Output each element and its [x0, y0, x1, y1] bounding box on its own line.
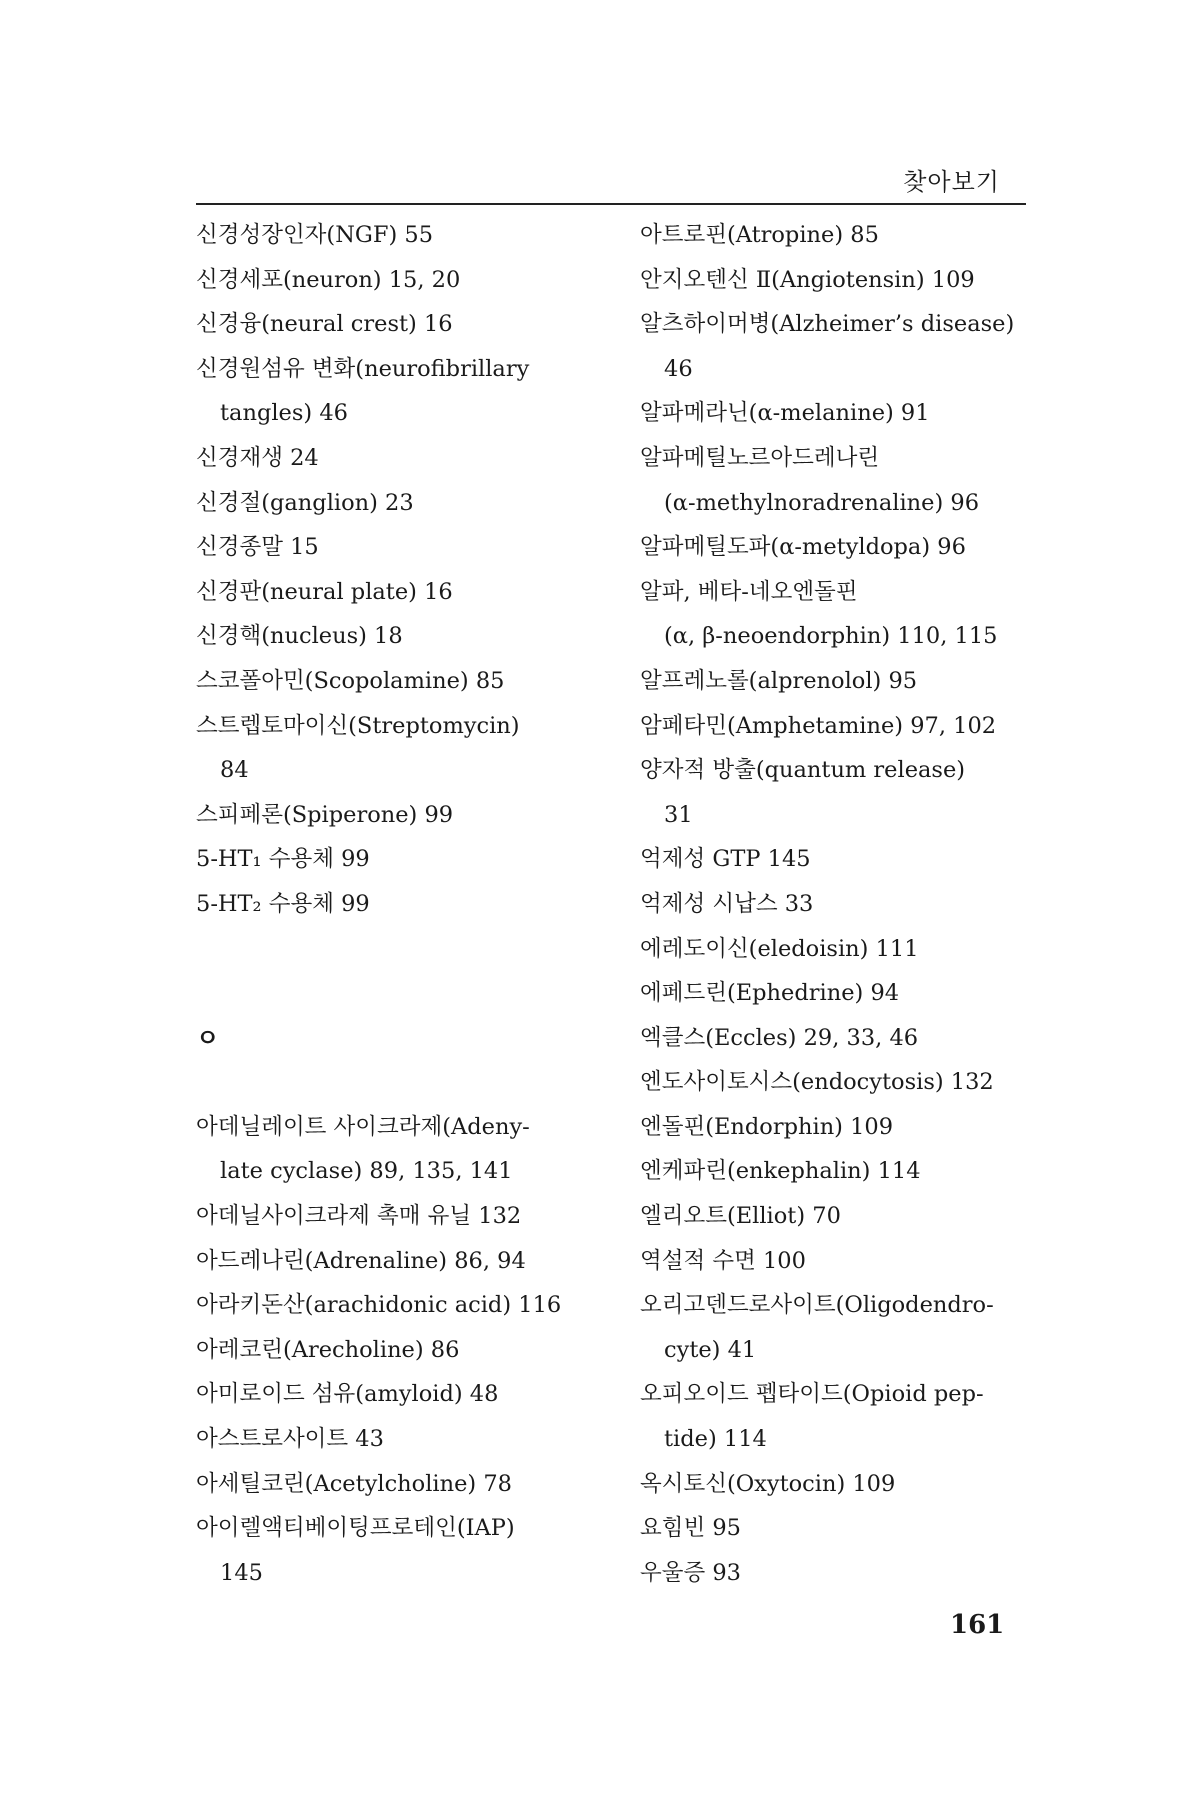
index-entry: 스트렙토마이신(Streptomycin) — [196, 712, 520, 739]
index-entry: 양자적 방출(quantum release) — [640, 757, 966, 784]
index-entry: 우울증 93 — [640, 1559, 741, 1586]
blank-line — [196, 927, 596, 972]
index-column-left — [196, 213, 596, 1595]
index-entry: 아드레나린(Adrenaline) 86, 94 — [196, 1247, 526, 1274]
index-entry: 암페타민(Amphetamine) 97, 102 — [640, 712, 997, 739]
index-entry: 오리고덴드로사이트(Oligodendro- — [640, 1292, 994, 1319]
blank-line — [196, 1060, 596, 1105]
index-entry-continuation: 84 — [220, 757, 249, 784]
page-number: 161 — [950, 1610, 1005, 1640]
index-entry: 안지오텐신 Ⅱ(Angiotensin) 109 — [640, 266, 975, 293]
index-entry: 알파메틸노르아드레나린 — [640, 444, 880, 471]
index-entry: 신경세포(neuron) 15, 20 — [196, 266, 461, 293]
index-entry: 아이렐액티베이팅프로테인(IAP) — [196, 1515, 515, 1542]
index-entry: 아데닐사이크라제 촉매 유닐 132 — [196, 1203, 522, 1230]
index-entry: 신경재생 24 — [196, 444, 319, 471]
index-entry: 엔도사이토시스(endocytosis) 132 — [640, 1069, 994, 1096]
blank-line — [196, 971, 596, 1016]
index-entry: 아라키돈산(arachidonic acid) 116 — [196, 1292, 562, 1319]
index-entry-continuation: 46 — [664, 355, 693, 382]
index-entry-continuation: tangles) 46 — [220, 400, 348, 427]
index-entry: 5-HT₁ 수용체 99 — [196, 846, 370, 873]
index-entry: 알츠하이머병(Alzheimer’s disease) — [640, 311, 1015, 338]
index-entry-continuation: (α-methylnoradrenaline) 96 — [664, 489, 980, 516]
index-entry: 엔케파린(enkephalin) 114 — [640, 1158, 921, 1185]
index-entry: 스코폴아민(Scopolamine) 85 — [196, 667, 505, 694]
index-entry: 오피오이드 펩타이드(Opioid pep- — [640, 1381, 984, 1408]
index-entry: 신경융(neural crest) 16 — [196, 311, 453, 338]
index-entry: 신경종말 15 — [196, 534, 319, 561]
index-entry: 엘리오트(Elliot) 70 — [640, 1203, 841, 1230]
index-entry: 5-HT₂ 수용체 99 — [196, 890, 370, 917]
index-entry: 아스트로사이트 43 — [196, 1426, 384, 1453]
index-entry: 에레도이신(eledoisin) 111 — [640, 935, 919, 962]
index-entry: 신경원섬유 변화(neurofibrillary — [196, 355, 530, 382]
index-entry: 엔돌핀(Endorphin) 109 — [640, 1113, 894, 1140]
index-entry: 신경성장인자(NGF) 55 — [196, 222, 434, 248]
index-entry: 아세틸코린(Acetylcholine) 78 — [196, 1470, 512, 1497]
index-entry-continuation: cyte) 41 — [664, 1336, 757, 1363]
index-entry: 억제성 시납스 33 — [640, 890, 814, 917]
header-rule — [196, 203, 1026, 205]
index-entry: 아미로이드 섬유(amyloid) 48 — [196, 1381, 499, 1408]
index-entry: 에페드린(Ephedrine) 94 — [640, 980, 900, 1007]
index-entry: 요힘빈 95 — [640, 1515, 741, 1542]
index-entry: 스피페론(Spiperone) 99 — [196, 801, 454, 828]
index-entry: 신경판(neural plate) 16 — [196, 578, 453, 605]
index-entry: 알프레노롤(alprenolol) 95 — [640, 667, 918, 694]
index-entry: 알파, 베타-네오엔돌핀 — [640, 578, 858, 605]
index-entry: 신경핵(nucleus) 18 — [196, 623, 403, 650]
index-entry-continuation: (α, β-neoendorphin) 110, 115 — [664, 623, 998, 650]
index-entry: 신경절(ganglion) 23 — [196, 489, 414, 516]
index-entry-continuation: late cyclase) 89, 135, 141 — [220, 1158, 513, 1185]
index-entry: 역설적 수면 100 — [640, 1247, 806, 1274]
index-entry: 옥시토신(Oxytocin) 109 — [640, 1470, 896, 1497]
index-entry: 엑클스(Eccles) 29, 33, 46 — [640, 1024, 919, 1051]
index-entry: 아레코린(Arecholine) 86 — [196, 1336, 460, 1363]
index-column-right — [640, 213, 1040, 1595]
index-entry: 억제성 GTP 145 — [640, 846, 811, 873]
index-entry-continuation: 145 — [220, 1559, 263, 1586]
index-entry: 알파메라닌(α-melanine) 91 — [640, 400, 930, 427]
section-letter: ㅇ — [196, 1023, 220, 1052]
index-entry-continuation: 31 — [664, 801, 693, 828]
index-entry: 아트로핀(Atropine) 85 — [640, 222, 879, 248]
index-entry: 알파메틸도파(α-metyldopa) 96 — [640, 534, 966, 561]
index-entry: 아데닐레이트 사이크라제(Adeny- — [196, 1113, 530, 1140]
running-head: 찾아보기 — [903, 168, 1000, 196]
index-entry-continuation: tide) 114 — [664, 1426, 767, 1453]
